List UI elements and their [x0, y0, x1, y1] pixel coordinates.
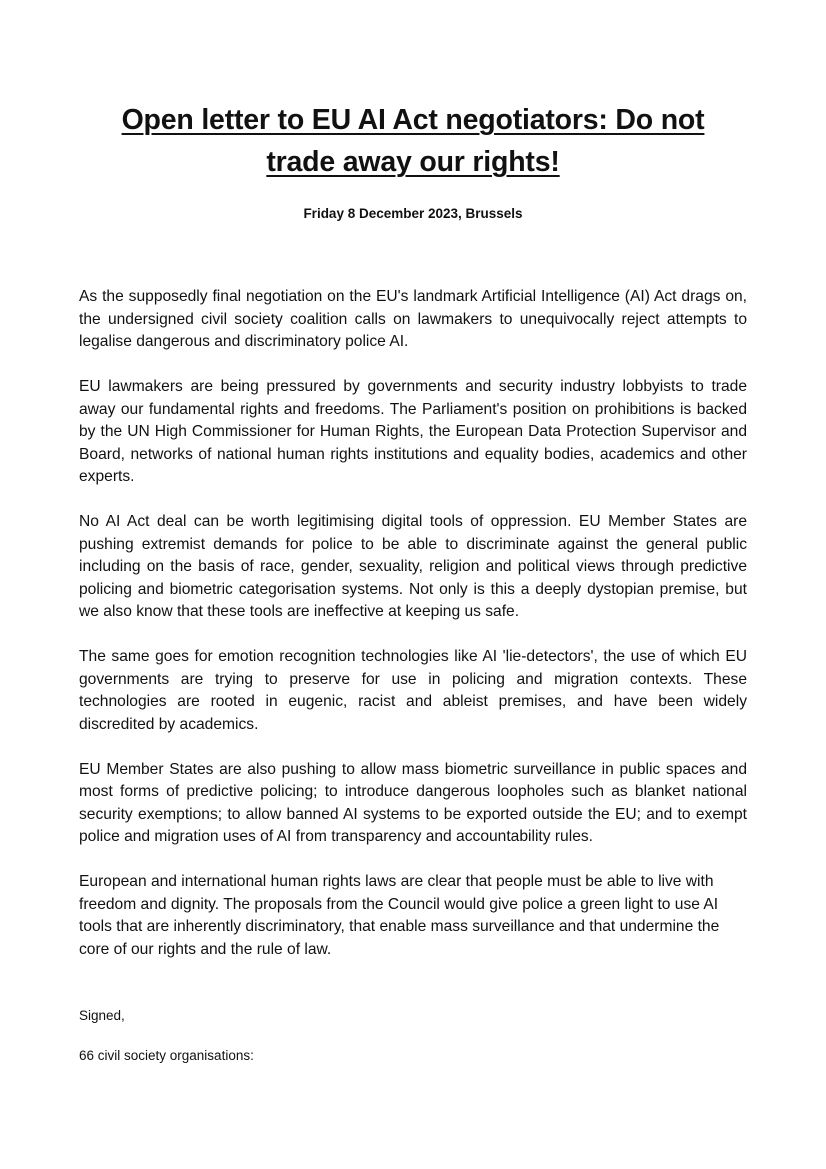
paragraph-6: European and international human rights laws are clear that people must be able to live with freedom and dignity. The proposals from the Council would give police a green light to use AI tools that are inherently discriminatory, that enable mass surveillance and that undermine the core of our rights and the rule of law.	[79, 873, 720, 958]
paragraph-5: EU Member States are also pushing to allow mass biometric surveillance in public spaces and most forms of predictive policing; to introduce dangerous loopholes such as blanket national security exemptions; to allow banned AI systems to be exported outside the EU; and to exempt police and migration uses of AI from transparency and accountability rules.	[79, 760, 747, 845]
title-line-2: trade away our rights!	[266, 146, 560, 178]
title-line-1: Open letter to EU AI Act negotiators: Do not	[121, 104, 705, 136]
page-title	[100, 99, 726, 183]
dateline: Friday 8 December 2023, Brussels	[303, 206, 523, 221]
paragraph-1: As the supposedly final negotiation on the EU's landmark Artificial Intelligence (AI) Act drags on, the undersigned civil society coalition calls on lawmakers to unequivocally reject attempts to legalise dangerous and discriminatory police AI.	[79, 288, 747, 350]
organisations-label: 66 civil society organisations:	[79, 1048, 254, 1063]
paragraph-2: EU lawmakers are being pressured by governments and security industry lobbyists to trade away our fundamental rights and freedoms. The Parliament's position on prohibitions is backed by the UN High Commissioner for Human Rights, the European Data Protection Supervisor and Board, networks of national human rights institutions and equality bodies, academics and other experts.	[79, 378, 747, 485]
signed-label: Signed,	[79, 1008, 125, 1023]
letter-body	[79, 286, 747, 984]
paragraph-3: No AI Act deal can be worth legitimising digital tools of oppression. EU Member States are pushing extremist demands for police to be able to discriminate against the general public including on the basis of race, gender, sexuality, religion and political views through predictive policing and biometric categorisation systems. Not only is this a deeply dystopian premise, but we also know that these tools are ineffective at keeping us safe.	[79, 513, 747, 620]
paragraph-4: The same goes for emotion recognition technologies like AI 'lie-detectors', the use of which EU governments are trying to preserve for use in policing and migration contexts. These technologies are rooted in eugenic, racist and ableist premises, and have been widely discredited by academics.	[79, 648, 747, 733]
